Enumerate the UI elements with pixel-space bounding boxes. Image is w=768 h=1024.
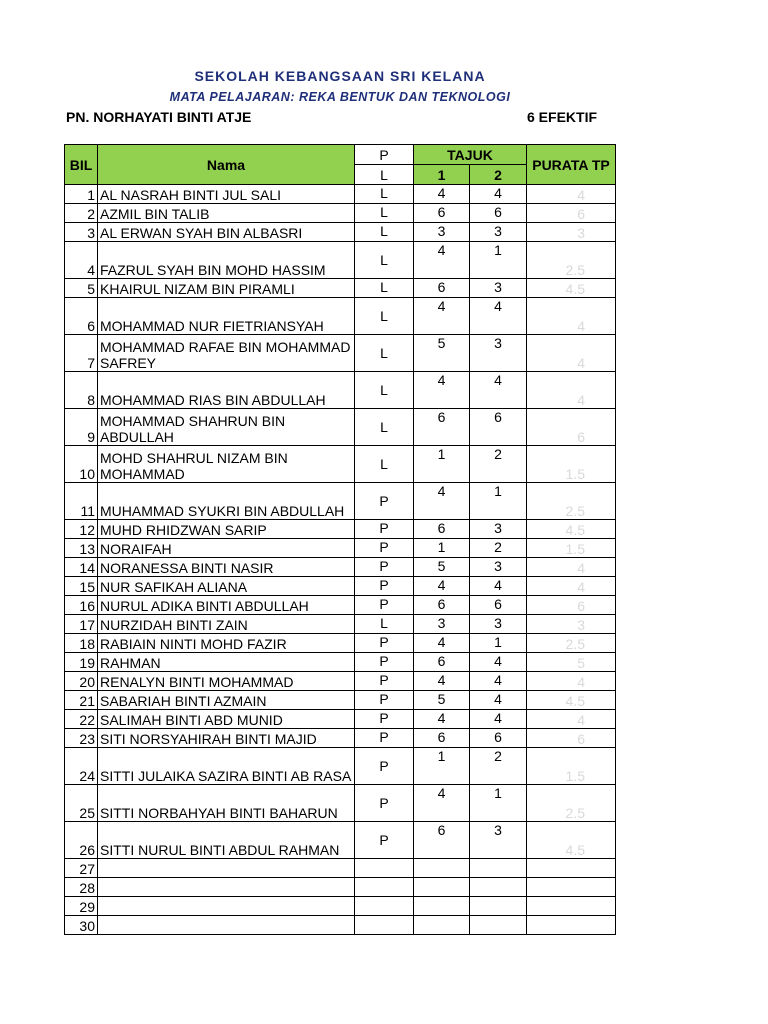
row-bil: 23 bbox=[65, 729, 98, 748]
table-row bbox=[65, 897, 616, 916]
table-row bbox=[65, 691, 616, 710]
row-jantina bbox=[355, 859, 414, 878]
row-jantina: P bbox=[355, 748, 414, 785]
row-nama bbox=[98, 897, 355, 916]
row-bil: 30 bbox=[65, 916, 98, 935]
table-row bbox=[65, 242, 616, 279]
table-row bbox=[65, 558, 616, 577]
row-nama: SALIMAH BINTI ABD MUNID bbox=[98, 710, 355, 729]
header-nama: Nama bbox=[98, 145, 355, 185]
row-jantina: P bbox=[355, 596, 414, 615]
row-purata: 2.5 bbox=[527, 483, 616, 520]
row-tajuk-2: 3 bbox=[470, 335, 527, 372]
row-jantina: P bbox=[355, 483, 414, 520]
row-bil: 27 bbox=[65, 859, 98, 878]
row-purata: 3 bbox=[527, 223, 616, 242]
row-nama: NURUL ADIKA BINTI ABDULLAH bbox=[98, 596, 355, 615]
row-jantina: P bbox=[355, 520, 414, 539]
row-purata: 4 bbox=[527, 185, 616, 204]
row-tajuk-1: 1 bbox=[414, 539, 470, 558]
row-tajuk-1 bbox=[414, 897, 470, 916]
row-bil: 3 bbox=[65, 223, 98, 242]
table-row bbox=[65, 822, 616, 859]
row-bil: 24 bbox=[65, 748, 98, 785]
row-tajuk-1: 1 bbox=[414, 748, 470, 785]
table-row bbox=[65, 483, 616, 520]
row-tajuk-1: 6 bbox=[414, 822, 470, 859]
table-row bbox=[65, 859, 616, 878]
row-jantina: P bbox=[355, 634, 414, 653]
row-jantina: L bbox=[355, 279, 414, 298]
row-purata: 2.5 bbox=[527, 634, 616, 653]
row-tajuk-1 bbox=[414, 859, 470, 878]
row-tajuk-2 bbox=[470, 916, 527, 935]
row-purata: 2.5 bbox=[527, 785, 616, 822]
row-bil: 18 bbox=[65, 634, 98, 653]
row-tajuk-2 bbox=[470, 897, 527, 916]
teacher-name: PN. NORHAYATI BINTI ATJE bbox=[66, 109, 252, 125]
row-tajuk-2: 3 bbox=[470, 279, 527, 298]
table-row bbox=[65, 729, 616, 748]
row-jantina: P bbox=[355, 577, 414, 596]
row-jantina: L bbox=[355, 204, 414, 223]
row-jantina: L bbox=[355, 372, 414, 409]
row-jantina bbox=[355, 916, 414, 935]
row-bil: 9 bbox=[65, 409, 98, 446]
row-tajuk-1: 4 bbox=[414, 710, 470, 729]
row-tajuk-2: 3 bbox=[470, 822, 527, 859]
row-tajuk-1: 5 bbox=[414, 335, 470, 372]
row-jantina: P bbox=[355, 691, 414, 710]
score-table bbox=[64, 144, 616, 935]
row-bil: 6 bbox=[65, 298, 98, 335]
row-tajuk-1: 6 bbox=[414, 409, 470, 446]
table-row bbox=[65, 748, 616, 785]
row-tajuk-2: 4 bbox=[470, 372, 527, 409]
row-tajuk-2: 6 bbox=[470, 409, 527, 446]
row-purata: 3 bbox=[527, 615, 616, 634]
row-jantina bbox=[355, 897, 414, 916]
row-tajuk-1: 5 bbox=[414, 691, 470, 710]
table-row bbox=[65, 223, 616, 242]
row-purata bbox=[527, 859, 616, 878]
row-nama: MOHAMMAD NUR FIETRIANSYAH bbox=[98, 298, 355, 335]
row-purata: 4 bbox=[527, 577, 616, 596]
row-purata: 6 bbox=[527, 596, 616, 615]
row-purata: 4.5 bbox=[527, 822, 616, 859]
row-nama: MOHD SHAHRUL NIZAM BIN MOHAMMAD bbox=[98, 446, 355, 483]
row-bil: 4 bbox=[65, 242, 98, 279]
row-purata: 1.5 bbox=[527, 539, 616, 558]
row-tajuk-2: 3 bbox=[470, 520, 527, 539]
row-jantina bbox=[355, 878, 414, 897]
table-row bbox=[65, 653, 616, 672]
row-jantina: P bbox=[355, 785, 414, 822]
row-purata bbox=[527, 897, 616, 916]
row-jantina: L bbox=[355, 185, 414, 204]
row-nama: AL NASRAH BINTI JUL SALI bbox=[98, 185, 355, 204]
table-row bbox=[65, 298, 616, 335]
row-purata: 4.5 bbox=[527, 279, 616, 298]
row-bil: 2 bbox=[65, 204, 98, 223]
row-tajuk-1 bbox=[414, 916, 470, 935]
row-bil: 15 bbox=[65, 577, 98, 596]
row-purata: 5 bbox=[527, 653, 616, 672]
row-jantina: P bbox=[355, 822, 414, 859]
row-tajuk-1: 6 bbox=[414, 204, 470, 223]
row-tajuk-1: 6 bbox=[414, 279, 470, 298]
row-bil: 16 bbox=[65, 596, 98, 615]
row-tajuk-1: 3 bbox=[414, 615, 470, 634]
row-bil: 21 bbox=[65, 691, 98, 710]
row-purata: 4.5 bbox=[527, 520, 616, 539]
row-nama: AZMIL BIN TALIB bbox=[98, 204, 355, 223]
row-nama: RABIAIN NINTI MOHD FAZIR bbox=[98, 634, 355, 653]
table-row bbox=[65, 409, 616, 446]
row-tajuk-2: 4 bbox=[470, 298, 527, 335]
row-bil: 19 bbox=[65, 653, 98, 672]
row-tajuk-2: 6 bbox=[470, 204, 527, 223]
row-purata: 4.5 bbox=[527, 691, 616, 710]
row-jantina: P bbox=[355, 653, 414, 672]
table-row bbox=[65, 634, 616, 653]
row-bil: 8 bbox=[65, 372, 98, 409]
table-row bbox=[65, 672, 616, 691]
row-tajuk-1: 1 bbox=[414, 446, 470, 483]
table-row bbox=[65, 335, 616, 372]
row-tajuk-1: 6 bbox=[414, 520, 470, 539]
row-purata: 2.5 bbox=[527, 242, 616, 279]
header-tajuk-1: 1 bbox=[414, 165, 470, 185]
row-tajuk-1: 4 bbox=[414, 483, 470, 520]
row-bil: 1 bbox=[65, 185, 98, 204]
row-nama: SABARIAH BINTI AZMAIN bbox=[98, 691, 355, 710]
header-tajuk-2: 2 bbox=[470, 165, 527, 185]
row-tajuk-2: 6 bbox=[470, 729, 527, 748]
row-tajuk-1: 4 bbox=[414, 242, 470, 279]
row-tajuk-2: 4 bbox=[470, 653, 527, 672]
row-purata: 1.5 bbox=[527, 446, 616, 483]
row-tajuk-2: 2 bbox=[470, 748, 527, 785]
row-tajuk-2: 1 bbox=[470, 242, 527, 279]
row-tajuk-2: 4 bbox=[470, 691, 527, 710]
row-bil: 12 bbox=[65, 520, 98, 539]
row-purata: 4 bbox=[527, 335, 616, 372]
row-tajuk-1: 4 bbox=[414, 785, 470, 822]
row-tajuk-1: 4 bbox=[414, 634, 470, 653]
row-tajuk-1: 4 bbox=[414, 298, 470, 335]
row-jantina: L bbox=[355, 242, 414, 279]
row-bil: 17 bbox=[65, 615, 98, 634]
row-bil: 25 bbox=[65, 785, 98, 822]
row-bil: 11 bbox=[65, 483, 98, 520]
row-nama: AL ERWAN SYAH BIN ALBASRI bbox=[98, 223, 355, 242]
row-nama: KHAIRUL NIZAM BIN PIRAMLI bbox=[98, 279, 355, 298]
header-purata: PURATA TP bbox=[527, 145, 616, 185]
row-tajuk-1: 4 bbox=[414, 672, 470, 691]
table-row bbox=[65, 577, 616, 596]
row-tajuk-2: 1 bbox=[470, 634, 527, 653]
row-tajuk-1 bbox=[414, 878, 470, 897]
row-bil: 28 bbox=[65, 878, 98, 897]
row-tajuk-2 bbox=[470, 878, 527, 897]
row-tajuk-1: 5 bbox=[414, 558, 470, 577]
row-nama: MOHAMMAD RAFAE BIN MOHAMMAD SAFREY bbox=[98, 335, 355, 372]
row-jantina: L bbox=[355, 335, 414, 372]
row-nama: MOHAMMAD SHAHRUN BIN ABDULLAH bbox=[98, 409, 355, 446]
table-row bbox=[65, 279, 616, 298]
row-tajuk-1: 4 bbox=[414, 577, 470, 596]
row-tajuk-2: 4 bbox=[470, 710, 527, 729]
row-tajuk-1: 6 bbox=[414, 729, 470, 748]
row-bil: 14 bbox=[65, 558, 98, 577]
row-nama: NORANESSA BINTI NASIR bbox=[98, 558, 355, 577]
row-bil: 5 bbox=[65, 279, 98, 298]
row-nama: SITI NORSYAHIRAH BINTI MAJID bbox=[98, 729, 355, 748]
row-nama: NORAIFAH bbox=[98, 539, 355, 558]
school-title: SEKOLAH KEBANGSAAN SRI KELANA bbox=[194, 68, 486, 84]
row-nama: RENALYN BINTI MOHAMMAD bbox=[98, 672, 355, 691]
table-row bbox=[65, 185, 616, 204]
row-bil: 22 bbox=[65, 710, 98, 729]
table-row bbox=[65, 596, 616, 615]
row-nama: FAZRUL SYAH BIN MOHD HASSIM bbox=[98, 242, 355, 279]
row-nama: RAHMAN bbox=[98, 653, 355, 672]
table-row bbox=[65, 520, 616, 539]
row-tajuk-2: 6 bbox=[470, 596, 527, 615]
row-purata: 6 bbox=[527, 204, 616, 223]
row-tajuk-2 bbox=[470, 859, 527, 878]
row-tajuk-2: 4 bbox=[470, 577, 527, 596]
row-tajuk-1: 4 bbox=[414, 372, 470, 409]
row-nama: SITTI NURUL BINTI ABDUL RAHMAN bbox=[98, 822, 355, 859]
row-jantina: L bbox=[355, 615, 414, 634]
row-bil: 20 bbox=[65, 672, 98, 691]
table-row bbox=[65, 878, 616, 897]
row-purata: 6 bbox=[527, 729, 616, 748]
row-nama: MOHAMMAD RIAS BIN ABDULLAH bbox=[98, 372, 355, 409]
row-tajuk-2: 4 bbox=[470, 672, 527, 691]
row-jantina: P bbox=[355, 539, 414, 558]
row-tajuk-2: 2 bbox=[470, 446, 527, 483]
row-nama bbox=[98, 859, 355, 878]
row-jantina: L bbox=[355, 298, 414, 335]
row-purata: 4 bbox=[527, 672, 616, 691]
row-tajuk-2: 1 bbox=[470, 483, 527, 520]
row-tajuk-2: 3 bbox=[470, 615, 527, 634]
table-row bbox=[65, 615, 616, 634]
row-purata bbox=[527, 878, 616, 897]
row-jantina: P bbox=[355, 672, 414, 691]
row-jantina: L bbox=[355, 446, 414, 483]
table-row bbox=[65, 710, 616, 729]
row-purata: 4 bbox=[527, 558, 616, 577]
row-nama: NUR SAFIKAH ALIANA bbox=[98, 577, 355, 596]
table-row bbox=[65, 446, 616, 483]
row-nama bbox=[98, 878, 355, 897]
row-bil: 13 bbox=[65, 539, 98, 558]
row-tajuk-2: 4 bbox=[470, 185, 527, 204]
row-jantina: L bbox=[355, 223, 414, 242]
header-p: P bbox=[355, 145, 414, 165]
table-row bbox=[65, 916, 616, 935]
table-row bbox=[65, 785, 616, 822]
row-bil: 29 bbox=[65, 897, 98, 916]
row-bil: 10 bbox=[65, 446, 98, 483]
row-nama bbox=[98, 916, 355, 935]
subject-title: MATA PELAJARAN: REKA BENTUK DAN TEKNOLOGI bbox=[169, 90, 511, 104]
row-tajuk-1: 6 bbox=[414, 653, 470, 672]
class-name: 6 EFEKTIF bbox=[527, 109, 598, 125]
row-nama: NURZIDAH BINTI ZAIN bbox=[98, 615, 355, 634]
row-tajuk-1: 6 bbox=[414, 596, 470, 615]
row-purata: 4 bbox=[527, 298, 616, 335]
row-purata: 6 bbox=[527, 409, 616, 446]
row-tajuk-2: 2 bbox=[470, 539, 527, 558]
row-tajuk-1: 3 bbox=[414, 223, 470, 242]
row-jantina: P bbox=[355, 558, 414, 577]
row-tajuk-1: 4 bbox=[414, 185, 470, 204]
row-tajuk-2: 1 bbox=[470, 785, 527, 822]
table-row bbox=[65, 539, 616, 558]
row-purata bbox=[527, 916, 616, 935]
row-purata: 1.5 bbox=[527, 748, 616, 785]
table-row bbox=[65, 204, 616, 223]
header-bil: BIL bbox=[65, 145, 98, 185]
row-bil: 26 bbox=[65, 822, 98, 859]
row-tajuk-2: 3 bbox=[470, 558, 527, 577]
row-jantina: L bbox=[355, 409, 414, 446]
table-row bbox=[65, 372, 616, 409]
row-jantina: P bbox=[355, 710, 414, 729]
header-tajuk: TAJUK bbox=[414, 145, 527, 165]
row-nama: SITTI JULAIKA SAZIRA BINTI AB RASA bbox=[98, 748, 355, 785]
row-tajuk-2: 3 bbox=[470, 223, 527, 242]
header-l: L bbox=[355, 165, 414, 185]
row-purata: 4 bbox=[527, 710, 616, 729]
row-nama: MUHAMMAD SYUKRI BIN ABDULLAH bbox=[98, 483, 355, 520]
row-jantina: P bbox=[355, 729, 414, 748]
row-nama: MUHD RHIDZWAN SARIP bbox=[98, 520, 355, 539]
row-bil: 7 bbox=[65, 335, 98, 372]
row-purata: 4 bbox=[527, 372, 616, 409]
row-nama: SITTI NORBAHYAH BINTI BAHARUN bbox=[98, 785, 355, 822]
